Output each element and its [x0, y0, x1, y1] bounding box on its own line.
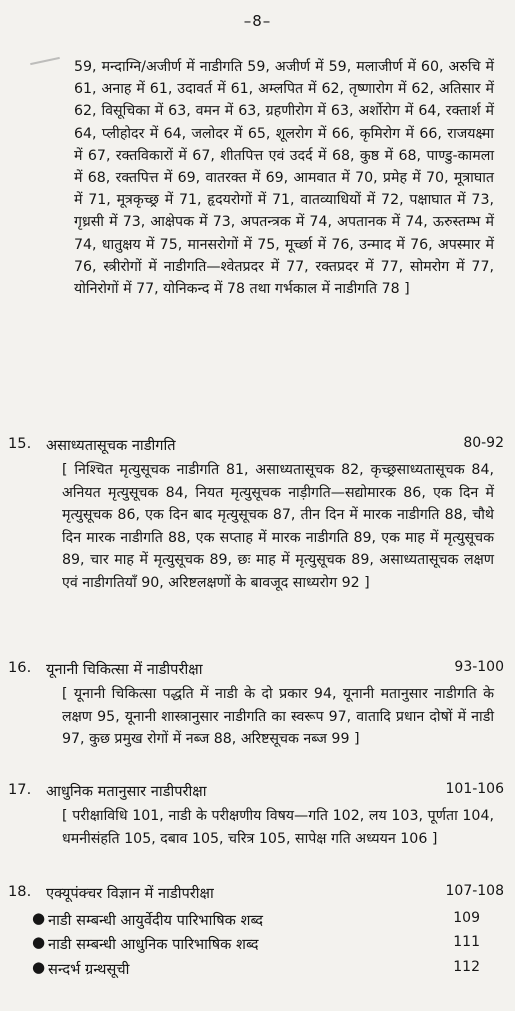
bullet-icon: ● [32, 958, 46, 976]
bullet-label: सन्दर्भ ग्रन्थसूची [48, 961, 130, 978]
continuation-contents: 59, मन्दाग्नि/अजीर्ण में नाडीगति 59, अजीर्ण में 59, मलाजीर्ण में 60, अरुचि में 61, अनाह में 61, उदावर्त में 61, अम्लपित में 62, तृष्णारोग में 62, अतिसार में 62, विसूचिका में 63, वमन में 63, ग्रहणीरोग में 63, अर्शोरोग में 64, रक्तार्श में 64, प्लीहोदर में 64, जलोदर में 65, शूलरोग में 66, कृमिरोग में 66, राजयक्ष्मा में 67, रक्तविकारों में 67, शीतपित्त एवं उदर्द में 68, कुष्ठ में 68, पाण्डु-कामला में 68, रक्तपित्त में 69, वातरक्त में 69, आमवात में 70, प्रमेह में 70, मूत्राघात में 71, मूत्रकृच्छ्र में 71, हृदयरोगों में 71, वातव्याधियों में 72, पक्षाघात में 73, गृध्रसी में 73, आक्षेपक में 73, अपतन्त्रक में 74, अपतानक में 74, ऊरुस्तम्भ में 74, धातुक्षय में 75, मानसरोगों में 75, मूर्च्छा में 76, उन्माद में 76, अपस्मार में 76, स्त्रीरोगों में नाडीगति—श्वेतप्रदर में 77, रक्तप्रदर में 77, सोमरोग में 77, योनिरोगों में 77, योनिकन्द में 78 तथा गर्भकाल में नाडीगति 78 ] [74, 59, 494, 298]
entry-pages: 80-92 [463, 435, 504, 451]
toc-entry-16[interactable] [8, 659, 508, 681]
page-number: –8– [243, 12, 272, 30]
entry-contents: [ निश्चित मृत्युसूचक नाडीगति 81, असाध्यतासूचक 82, कृच्छ्रसाध्यतासूचक 84, अनियत मृत्युसूचक 84, नियत मृत्युसूचक नाड़ीगति—सद्योमारक 86, एक दिन में मृत्युसूचक 86, एक दिन बाद मृत्युसूचक 87, तीन दिन में मारक नाडीगति 88, चौथे दिन मारक नाडीगति 88, एक सप्ताह में मारक नाडीगति 89, एक माह में मृत्युसूचक 89, चार माह में मृत्युसूचक 89, छः माह में मृत्युसूचक 89, असाध्यतासूचक लक्षण एवं नाडीगतियाँ 90, अरिष्टलक्षणों के बावजूद साध्यरोग 92 ] [62, 462, 494, 591]
entry-pages: 107-108 [445, 883, 504, 899]
bullet-pages: 109 [453, 910, 480, 926]
entry-title: असाध्यतासूचक नाडीगति [46, 437, 176, 454]
bullet-pages: 111 [453, 934, 480, 950]
entry-number: 15. [8, 435, 32, 452]
toc-entry-15[interactable] [8, 435, 508, 457]
entry-contents: [ परीक्षाविधि 101, नाडी के परीक्षणीय विषय—गति 102, लय 103, पूर्णता 104, धमनीसंहति 105, दबाव 105, चरित्र 105, सापेक्ष गति अध्ययन 106 ] [62, 808, 494, 847]
pen-mark [30, 57, 60, 65]
bullet-icon: ● [32, 933, 46, 951]
entry-title: एक्यूपंक्चर विज्ञान में नाडीपरीक्षा [46, 885, 214, 902]
toc-entry-17[interactable] [8, 781, 508, 803]
bullet-pages: 112 [453, 959, 480, 975]
entry-pages: 93-100 [454, 659, 504, 675]
bullet-item[interactable] [32, 959, 492, 981]
bullet-item[interactable] [32, 910, 492, 932]
entry-pages: 101-106 [445, 781, 504, 797]
bullet-icon: ● [32, 909, 46, 927]
entry-title: यूनानी चिकित्सा में नाडीपरीक्षा [46, 661, 203, 678]
entry-number: 17. [8, 781, 32, 798]
bullet-label: नाडी सम्बन्धी आधुनिक पारिभाषिक शब्द [48, 936, 259, 953]
entry-title: आधुनिक मतानुसार नाडीपरीक्षा [46, 783, 207, 800]
bullet-label: नाडी सम्बन्धी आयुर्वेदीय पारिभाषिक शब्द [48, 912, 264, 929]
toc-entry-18[interactable] [8, 883, 508, 905]
entry-number: 16. [8, 659, 32, 676]
bullet-item[interactable] [32, 934, 492, 956]
entry-contents: [ यूनानी चिकित्सा पद्धति में नाडी के दो प्रकार 94, यूनानी मतानुसार नाडीगति के लक्षण 95, यूनानी शास्त्रानुसार नाडीगति का स्वरूप 97, वातादि प्रधान दोषों में नाडी 97, कुछ प्रमुख रोगों में नब्ज 88, अरिष्टसूचक नब्ज 99 ] [62, 686, 494, 748]
entry-number: 18. [8, 883, 32, 900]
